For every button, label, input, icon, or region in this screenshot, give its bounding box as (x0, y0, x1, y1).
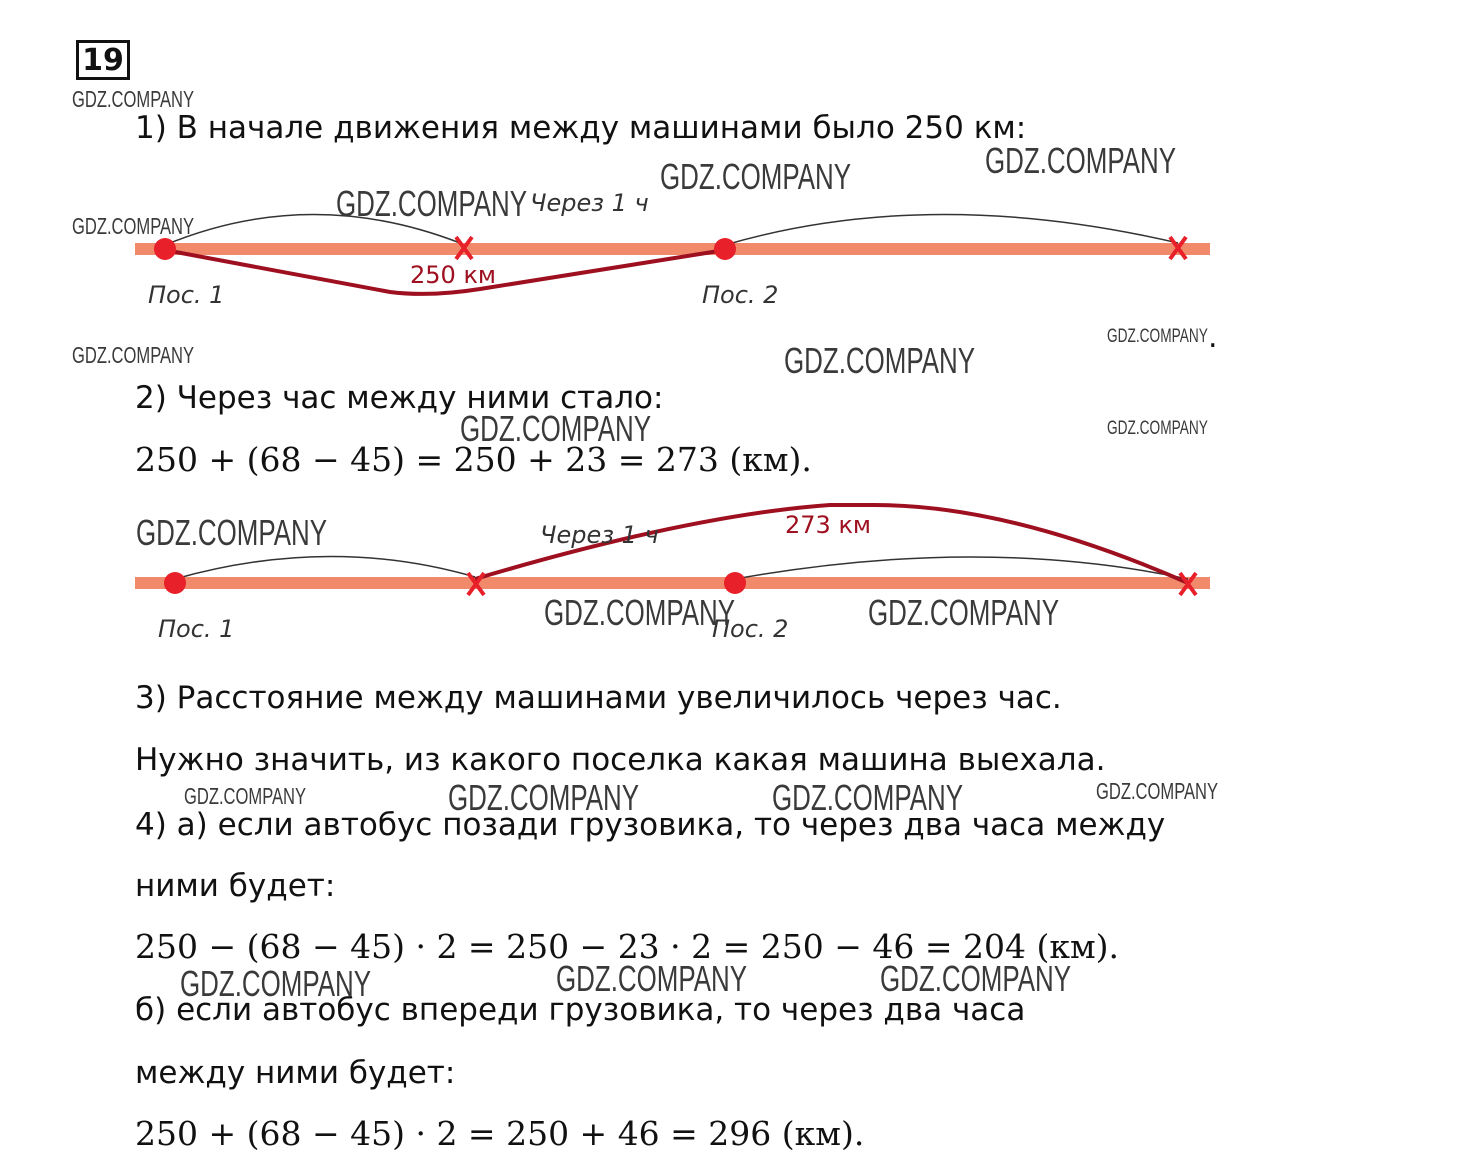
watermark: GDZ.COMPANY (772, 777, 964, 818)
watermark: GDZ.COMPANY (448, 777, 640, 818)
label-pos-2: Пос. 2 (702, 281, 779, 309)
text-line-3: 3) Расстояние между машинами увеличилось через час. (135, 680, 1062, 716)
move-arc-2 (725, 214, 1178, 245)
text-line-1: 1) В начале движения между машинами было 250 км: (135, 110, 1027, 146)
formula-2: 250 − (68 − 45) · 2 = 250 − 23 · 2 = 250 − 46 = 204 (км). (135, 927, 1120, 966)
move-arc-1 (175, 556, 475, 579)
watermark: GDZ.COMPANY (72, 342, 195, 368)
watermark: GDZ.COMPANY (880, 958, 1072, 999)
text-line-7: б) если автобус впереди грузовика, то через два часа (135, 992, 1026, 1028)
watermark: GDZ.COMPANY (868, 592, 1060, 633)
watermark: GDZ.COMPANY (72, 86, 195, 112)
label-pos-1: Пос. 1 (148, 281, 225, 309)
formula-1: 250 + (68 − 45) = 250 + 23 = 273 (км). (135, 440, 812, 479)
move-arc-2 (735, 557, 1188, 579)
watermark: GDZ.COMPANY (184, 783, 307, 809)
watermark: GDZ.COMPANY (556, 958, 748, 999)
formula-3: 250 + (68 − 45) · 2 = 250 + 46 = 296 (км). (135, 1114, 865, 1153)
start-point-1 (164, 572, 186, 594)
arc-label: Через 1 ч (530, 189, 649, 217)
text-line-8: между ними будет: (135, 1055, 456, 1091)
text-line-5: 4) а) если автобус позади грузовика, то через два часа между (135, 807, 1166, 843)
start-point-2 (724, 572, 746, 594)
watermark: GDZ.COMPANY (985, 140, 1177, 181)
label-pos-1: Пос. 1 (158, 615, 235, 643)
problem-number: 19 (76, 40, 130, 80)
watermark: GDZ.COMPANY (460, 408, 652, 449)
label-pos-2: Пос. 2 (712, 615, 789, 643)
watermark: GDZ.COMPANY (136, 512, 328, 553)
distance-label: 250 км (410, 261, 497, 289)
road-line (135, 577, 1210, 589)
watermark: GDZ.COMPANY (660, 156, 852, 197)
watermark: GDZ.COMPANY (1096, 778, 1219, 804)
watermark: GDZ.COMPANY (72, 213, 195, 239)
start-point-1 (154, 238, 176, 260)
road-line (135, 243, 1210, 255)
watermark: GDZ.COMPANY (784, 340, 976, 381)
text-line-4: Нужно значить, из какого поселка какая машина выехала. (135, 742, 1106, 778)
text-line-2: 2) Через час между ними стало: (135, 380, 664, 416)
watermark: GDZ.COMPANY (1107, 418, 1208, 439)
watermark: GDZ.COMPANY (180, 963, 372, 1004)
watermark: GDZ.COMPANY (544, 592, 736, 633)
distance-label: 273 км (785, 511, 872, 539)
text-line-6: ними будет: (135, 868, 336, 904)
watermark: GDZ.COMPANY (336, 183, 528, 224)
arc-label: Через 1 ч (540, 521, 659, 549)
period-mark: . (1208, 320, 1218, 355)
start-point-2 (714, 238, 736, 260)
watermark: GDZ.COMPANY (1107, 326, 1208, 347)
